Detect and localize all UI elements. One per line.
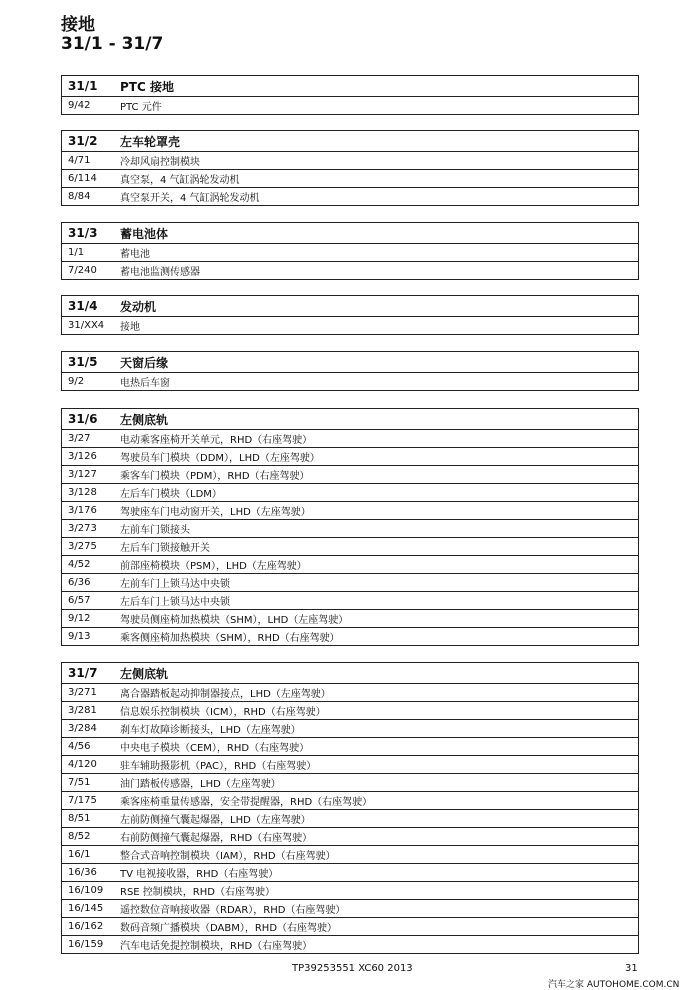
section-code: 31/7 [68,666,98,680]
component-description: 左后车门上锁马达中央锁 [120,597,230,608]
component-description: 乘客侧座椅加热模块（SHM），RHD（右座驾驶） [120,633,340,644]
table-row [62,592,638,610]
component-code: 3/27 [68,433,91,444]
table-row [62,484,638,502]
component-code: 9/12 [68,613,91,624]
section-code: 31/2 [68,134,98,148]
component-code: 9/2 [68,376,85,387]
component-description: 左后车门锁接触开关 [120,543,210,554]
section-table [61,222,639,280]
section-header [62,352,638,373]
table-row [62,262,638,279]
component-description: 左前车门锁接头 [120,525,190,536]
component-description: 冷却风扇控制模块 [120,157,200,168]
footer-doc-code: TP39253551 XC60 2013 [292,963,413,974]
table-row [62,846,638,864]
table-row [62,188,638,205]
component-description: 接地 [120,322,140,333]
component-code: 7/175 [68,795,97,806]
component-code: 16/36 [68,867,97,878]
table-row [62,738,638,756]
component-code: 9/13 [68,631,91,642]
component-code: 3/281 [68,705,97,716]
component-description: 驾驶员侧座椅加热模块（SHM），LHD（左座驾驶） [120,615,349,626]
footer-page-number: 31 [625,963,638,974]
table-row [62,756,638,774]
component-code: 3/126 [68,451,97,462]
component-description: RSE 控制模块，RHD（右座驾驶） [120,887,275,898]
table-row [62,936,638,953]
component-code: 1/1 [68,247,85,258]
component-description: 信息娱乐控制模块（ICM），RHD（右座驾驶） [120,707,326,718]
component-description: 乘客座椅重量传感器，安全带提醒器，RHD（右座驾驶） [120,797,373,808]
component-code: 4/56 [68,741,91,752]
section-table [61,130,639,206]
table-row [62,628,638,645]
section-title: PTC 接地 [120,79,174,94]
table-row [62,702,638,720]
component-description: 整合式音响控制模块（IAM），RHD（右座驾驶） [120,851,336,862]
component-code: 6/36 [68,577,91,588]
table-row [62,900,638,918]
table-row [62,720,638,738]
component-code: 4/52 [68,559,91,570]
table-row [62,502,638,520]
component-code: 7/240 [68,265,97,276]
table-row [62,373,638,390]
component-code: 9/42 [68,100,91,111]
component-description: 驾驶员车门模块（DDM），LHD（左座驾驶） [120,453,320,464]
section-title: 蓄电池体 [120,226,169,241]
table-row [62,170,638,188]
component-code: 3/273 [68,523,97,534]
table-row [62,520,638,538]
table-row [62,882,638,900]
component-description: 真空泵开关，4 气缸涡轮发动机 [120,193,260,204]
component-code: 8/84 [68,191,91,202]
component-code: 16/1 [68,849,91,860]
component-description: 汽车电话免提控制模块，RHD（右座驾驶） [120,941,313,952]
component-code: 16/159 [68,939,104,950]
table-row [62,610,638,628]
component-description: 蓄电池监测传感器 [120,267,200,278]
table-row [62,97,638,114]
section-table [61,351,639,391]
component-description: 真空泵，4 气缸涡轮发动机 [120,175,240,186]
table-row [62,538,638,556]
component-description: TV 电视接收器，RHD（右座驾驶） [120,869,279,880]
component-code: 31/XX4 [68,320,105,331]
component-description: 电热后车窗 [120,378,170,389]
component-code: 3/127 [68,469,97,480]
component-code: 3/271 [68,687,97,698]
component-code: 3/176 [68,505,97,516]
table-row [62,864,638,882]
component-code: 16/109 [68,885,104,896]
component-code: 6/57 [68,595,91,606]
page-title [61,16,163,54]
section-table [61,75,639,115]
table-row [62,574,638,592]
component-description: 前部座椅模块（PSM），LHD（左座驾驶） [120,561,307,572]
table-row [62,918,638,936]
table-row [62,152,638,170]
component-code: 16/145 [68,903,104,914]
section-title: 左侧底轨 [120,666,169,681]
component-code: 3/275 [68,541,97,552]
component-code: 6/114 [68,173,97,184]
component-code: 8/52 [68,831,91,842]
section-table [61,295,639,335]
component-description: 中央电子模块（CEM），RHD（右座驾驶） [120,743,310,754]
section-code: 31/1 [68,79,98,93]
table-row [62,828,638,846]
section-header [62,663,638,684]
component-description: 左前车门上锁马达中央锁 [120,579,230,590]
table-row [62,430,638,448]
component-code: 3/128 [68,487,97,498]
table-row [62,792,638,810]
component-description: 蓄电池 [120,249,150,260]
component-code: 7/51 [68,777,91,788]
page-title-main: 接地 [61,15,95,35]
table-row [62,774,638,792]
component-description: 驻车辅助摄影机（PAC），RHD（右座驾驶） [120,761,317,772]
watermark: 汽车之家 AUTOHOME.COM.CN [548,980,680,990]
section-table [61,662,639,954]
table-row [62,448,638,466]
component-code: 16/162 [68,921,104,932]
component-code: 4/71 [68,155,91,166]
component-code: 8/51 [68,813,91,824]
section-code: 31/4 [68,299,98,313]
table-row [62,317,638,334]
component-description: PTC 元件 [120,102,162,113]
section-header [62,409,638,430]
section-title: 左侧底轨 [120,412,169,427]
page-title-range: 31/1 - 31/7 [61,34,164,54]
component-description: 电动乘客座椅开关单元，RHD（右座驾驶） [120,435,313,446]
table-row [62,684,638,702]
component-description: 遥控数位音响接收器（RDAR），RHD（右座驾驶） [120,905,346,916]
section-code: 31/3 [68,226,98,240]
component-code: 4/120 [68,759,97,770]
section-title: 发动机 [120,299,157,314]
component-code: 3/284 [68,723,97,734]
component-description: 数码音频广播模块（DABM），RHD（右座驾驶） [120,923,338,934]
section-header [62,131,638,152]
component-description: 右前防侧撞气囊起爆器，RHD（右座驾驶） [120,833,313,844]
component-description: 左后车门模块（LDM） [120,489,222,500]
component-description: 驾驶座车门电动窗开关，LHD（左座驾驶） [120,507,311,518]
table-row [62,244,638,262]
section-header [62,223,638,244]
component-description: 刹车灯故障诊断接头，LHD（左座驾驶） [120,725,301,736]
component-description: 乘客车门模块（PDM），RHD（右座驾驶） [120,471,310,482]
component-description: 离合器踏板起动抑制器接点，LHD（左座驾驶） [120,689,331,700]
section-code: 31/5 [68,355,98,369]
table-row [62,556,638,574]
section-code: 31/6 [68,412,98,426]
section-title: 左车轮罩壳 [120,134,181,149]
component-description: 左前防侧撞气囊起爆器，LHD（左座驾驶） [120,815,311,826]
section-title: 天窗后缘 [120,355,169,370]
table-row [62,466,638,484]
table-row [62,810,638,828]
section-header [62,296,638,317]
component-description: 油门踏板传感器，LHD（左座驾驶） [120,779,281,790]
section-header [62,76,638,97]
section-table [61,408,639,646]
